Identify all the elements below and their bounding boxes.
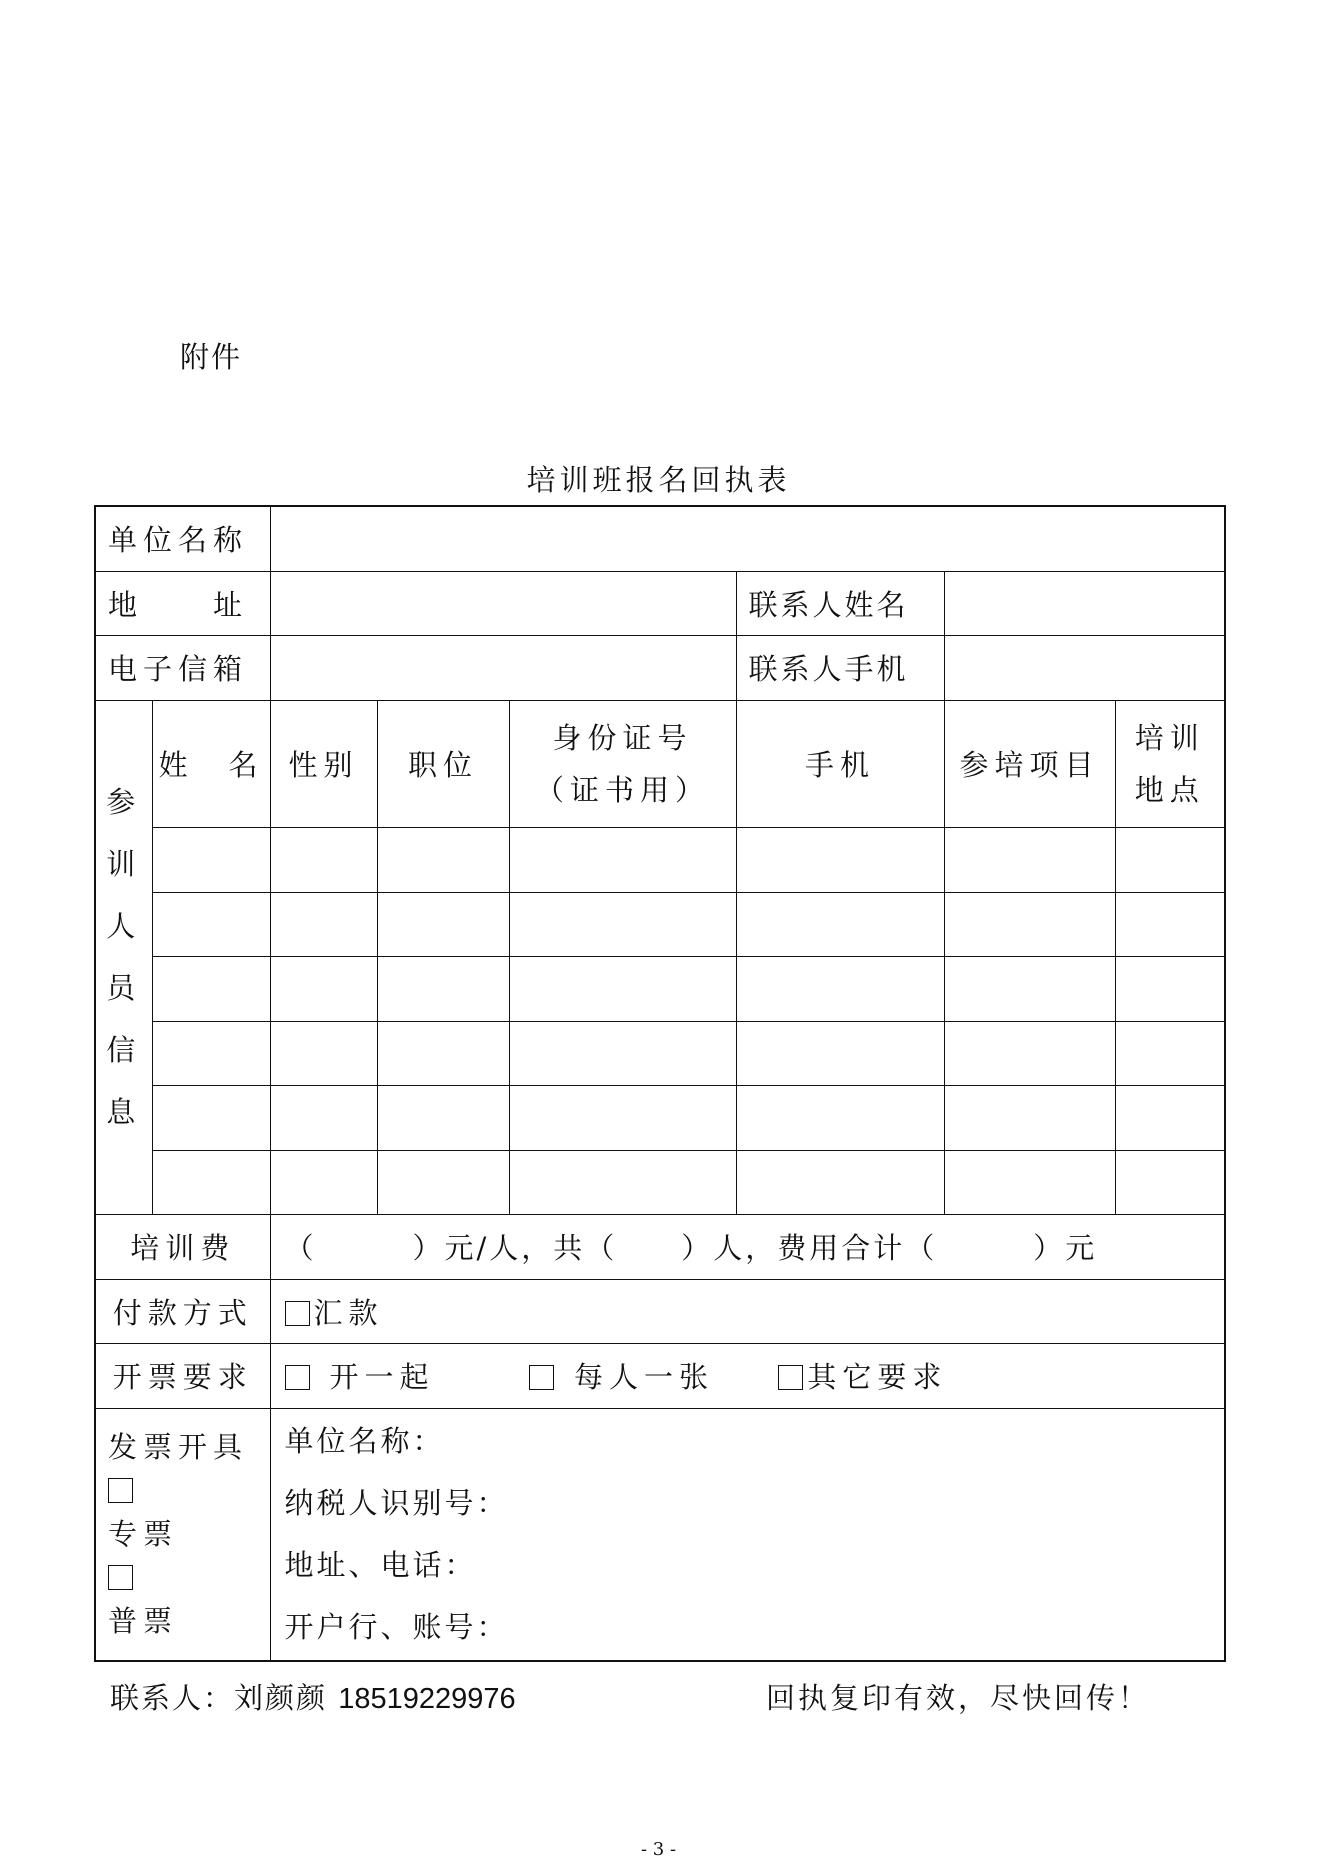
participant-position-cell[interactable] — [377, 892, 509, 956]
participant-position-cell[interactable] — [377, 827, 509, 892]
participant-phone-cell[interactable] — [736, 1150, 944, 1214]
other-requirement-checkbox[interactable] — [778, 1365, 803, 1390]
participant-row — [95, 956, 1225, 1021]
participant-project-cell[interactable] — [944, 956, 1115, 1021]
fee-text[interactable]: （ ）元/人，共（ ）人，费用合计（ ）元 — [270, 1214, 1225, 1279]
row-fee — [95, 1214, 1225, 1279]
participant-row — [95, 827, 1225, 892]
participants-header-row — [95, 700, 1225, 827]
invoice-req-label: 开票要求 — [95, 1343, 270, 1408]
participant-project-cell[interactable] — [944, 1150, 1115, 1214]
footer-contact-name: 联系人：刘颜颜 — [110, 1681, 328, 1715]
invoice-unit-name-field: 单位名称： — [284, 1424, 445, 1459]
page-number: - 3 - — [640, 1839, 677, 1860]
header-id-line2: （证书用） — [535, 772, 711, 807]
row-invoice-details — [95, 1408, 1225, 1661]
unit-name-field[interactable] — [270, 506, 1225, 571]
participant-row — [95, 1150, 1225, 1214]
header-gender: 性别 — [270, 700, 377, 827]
normal-invoice-label: 普票 — [108, 1604, 179, 1639]
participant-gender-cell[interactable] — [270, 1150, 377, 1214]
header-location-line1: 培训 — [1134, 720, 1205, 755]
participant-id-cell[interactable] — [509, 956, 736, 1021]
participant-location-cell[interactable] — [1115, 827, 1225, 892]
participant-gender-cell[interactable] — [270, 892, 377, 956]
special-invoice-label: 专票 — [108, 1517, 179, 1552]
row-address — [95, 571, 1225, 635]
participant-project-cell[interactable] — [944, 892, 1115, 956]
participant-row — [95, 892, 1225, 956]
participant-phone-cell[interactable] — [736, 892, 944, 956]
contact-phone-label: 联系人手机 — [736, 635, 944, 700]
side-char: 人 — [106, 909, 142, 943]
participant-gender-cell[interactable] — [270, 956, 377, 1021]
participant-name-cell[interactable] — [152, 827, 270, 892]
header-id-line1: 身份证号 — [552, 720, 693, 755]
row-invoice-requirement — [95, 1343, 1225, 1408]
contact-name-label: 联系人姓名 — [736, 571, 944, 635]
side-char: 信 — [106, 1033, 142, 1067]
participant-phone-cell[interactable] — [736, 1085, 944, 1150]
participant-id-cell[interactable] — [509, 1021, 736, 1085]
side-char: 员 — [106, 971, 142, 1005]
header-project: 参培项目 — [944, 700, 1115, 827]
side-char: 训 — [106, 847, 142, 881]
participant-location-cell[interactable] — [1115, 956, 1225, 1021]
header-location — [1115, 700, 1225, 827]
participant-position-cell[interactable] — [377, 1150, 509, 1214]
combined-invoice-checkbox[interactable] — [285, 1365, 310, 1390]
per-person-invoice-checkbox[interactable] — [529, 1365, 554, 1390]
invoice-fields-cell[interactable] — [270, 1408, 1225, 1661]
payment-options — [270, 1279, 1225, 1343]
participant-row — [95, 1021, 1225, 1085]
other-requirement-label: 其它要求 — [807, 1360, 948, 1394]
registration-form-table — [94, 505, 1226, 1662]
header-name: 姓 名 — [152, 700, 270, 827]
invoice-issue-label: 发票开具 — [108, 1430, 249, 1465]
invoice-bank-account-field: 开户行、账号： — [284, 1610, 509, 1645]
participant-position-cell[interactable] — [377, 956, 509, 1021]
participant-project-cell[interactable] — [944, 827, 1115, 892]
participant-id-cell[interactable] — [509, 1085, 736, 1150]
footer-contact — [110, 1676, 516, 1717]
header-location-line2: 地点 — [1134, 772, 1205, 807]
address-field[interactable] — [270, 571, 736, 635]
header-phone: 手机 — [736, 700, 944, 827]
remittance-label: 汇款 — [313, 1295, 384, 1330]
participant-id-cell[interactable] — [509, 892, 736, 956]
participant-name-cell[interactable] — [152, 1150, 270, 1214]
invoice-type-cell — [95, 1408, 270, 1661]
participant-project-cell[interactable] — [944, 1085, 1115, 1150]
side-char: 息 — [106, 1095, 142, 1129]
participant-position-cell[interactable] — [377, 1085, 509, 1150]
participant-name-cell[interactable] — [152, 1021, 270, 1085]
email-label: 电子信箱 — [95, 635, 270, 700]
special-invoice-option — [108, 1478, 270, 1565]
participant-phone-cell[interactable] — [736, 1021, 944, 1085]
invoice-address-phone-field: 地址、电话： — [284, 1548, 477, 1583]
per-person-invoice-label: 每人一张 — [573, 1360, 714, 1394]
row-email — [95, 635, 1225, 700]
contact-name-field[interactable] — [944, 571, 1225, 635]
participant-gender-cell[interactable] — [270, 827, 377, 892]
participant-row — [95, 1085, 1225, 1150]
special-invoice-checkbox[interactable] — [108, 1478, 133, 1503]
invoice-req-options — [270, 1343, 1225, 1408]
payment-label: 付款方式 — [95, 1279, 270, 1343]
side-char: 参 — [106, 785, 142, 819]
participant-position-cell[interactable] — [377, 1021, 509, 1085]
participant-name-cell[interactable] — [152, 892, 270, 956]
participant-location-cell[interactable] — [1115, 1085, 1225, 1150]
invoice-tax-id-field: 纳税人识别号： — [284, 1486, 509, 1521]
row-payment — [95, 1279, 1225, 1343]
fee-label: 培训费 — [95, 1214, 270, 1279]
row-unit-name — [95, 506, 1225, 571]
unit-name-label: 单位名称 — [95, 506, 270, 571]
participant-name-cell[interactable] — [152, 956, 270, 1021]
footer-contact-phone: 18519229976 — [338, 1683, 516, 1715]
participant-id-cell[interactable] — [509, 1150, 736, 1214]
participant-name-cell[interactable] — [152, 1085, 270, 1150]
contact-phone-field[interactable] — [944, 635, 1225, 700]
participant-location-cell[interactable] — [1115, 1021, 1225, 1085]
normal-invoice-checkbox[interactable] — [108, 1565, 133, 1590]
header-id-number — [509, 700, 736, 827]
normal-invoice-option — [108, 1565, 270, 1652]
email-field[interactable] — [270, 635, 736, 700]
participant-project-cell[interactable] — [944, 1021, 1115, 1085]
footer-note: 回执复印有效，尽快回传！ — [766, 1681, 1151, 1715]
combined-invoice-label: 开一起 — [329, 1360, 435, 1394]
header-position: 职位 — [377, 700, 509, 827]
form-title: 培训班报名回执表 — [526, 463, 791, 497]
participant-phone-cell[interactable] — [736, 956, 944, 1021]
participants-side-label — [95, 700, 152, 1214]
participant-gender-cell[interactable] — [270, 1085, 377, 1150]
participant-gender-cell[interactable] — [270, 1021, 377, 1085]
participant-phone-cell[interactable] — [736, 827, 944, 892]
participant-location-cell[interactable] — [1115, 892, 1225, 956]
remittance-checkbox[interactable] — [285, 1301, 310, 1326]
participant-id-cell[interactable] — [509, 827, 736, 892]
attachment-label: 附件 — [180, 340, 243, 374]
address-label: 地 址 — [95, 571, 270, 635]
participant-location-cell[interactable] — [1115, 1150, 1225, 1214]
